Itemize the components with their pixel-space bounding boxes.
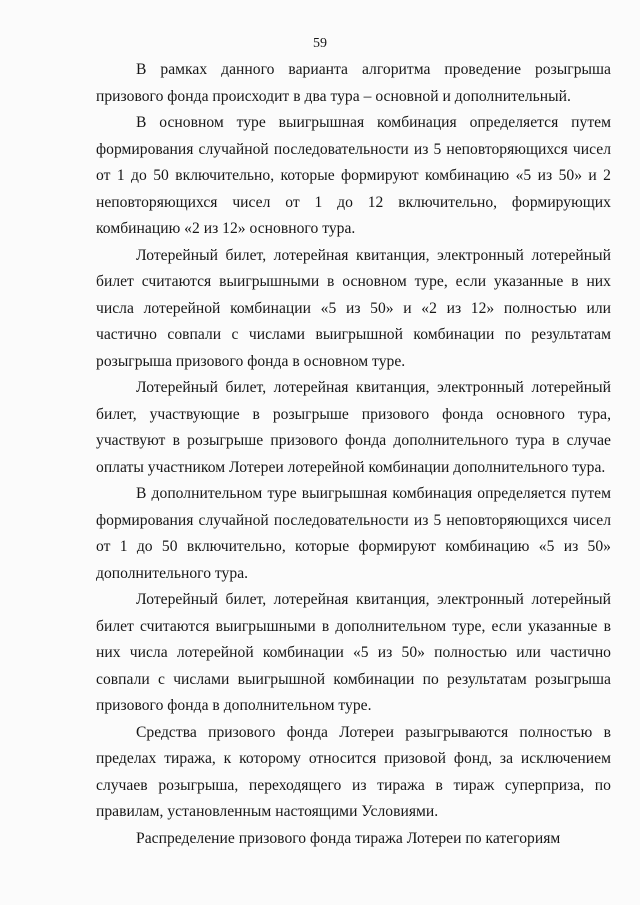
document-body bbox=[96, 57, 611, 852]
paragraph-prize-fund-distribution: Распределение призового фонда тиража Лотереи по категориям bbox=[136, 829, 561, 847]
paragraph-algorithm-intro: В рамках данного варианта алгоритма проведение розыгрыша призового фонда происходит в два тура – основной и дополнительный. bbox=[96, 61, 611, 105]
paragraph-prize-fund-draw: Средства призового фонда Лотереи разыгрываются полностью в пределах тиража, к которому относится призовой фонд, за исключением случаев розыгрыша, переходящего из тиража в тираж суперприза, по правилам, установленным настоящими Условиями. bbox=[96, 723, 611, 820]
paragraph-main-tour-winning: Лотерейный билет, лотерейная квитанция, электронный лотерейный билет считаются выигрышными в основном туре, если указанные в них числа лотерейной комбинации «5 из 50» и «2 из 12» полностью или частично совпали с числами выигрышной комбинации по результатам розыгрыша призового фонда в основном туре. bbox=[96, 246, 611, 370]
paragraph-additional-tour-participation: Лотерейный билет, лотерейная квитанция, электронный лотерейный билет, участвующие в розыгрыше призового фонда основного тура, участвуют в розыгрыше призового фонда дополнительного тура в случае оплаты участником Лотереи лотерейной комбинации дополнительного тура. bbox=[96, 379, 611, 476]
paragraph-additional-tour-winning: Лотерейный билет, лотерейная квитанция, электронный лотерейный билет считаются выигрышными в дополнительном туре, если указанные в них числа лотерейной комбинации «5 из 50» полностью или частично совпали с числами выигрышной комбинации по результатам розыгрыша призового фонда в дополнительном туре. bbox=[96, 591, 611, 714]
page-number: 59 bbox=[313, 36, 327, 51]
paragraph-main-tour-combination: В основном туре выигрышная комбинация определяется путем формирования случайной последовательности из 5 неповторяющихся чисел от 1 до 50 включительно, которые формируют комбинацию «5 из 50» и 2 неповторяющихся чисел от 1 до 12 включительно, формирующих комбинацию «2 из 12» основного тура. bbox=[96, 114, 611, 237]
paragraph-additional-tour-combination: В дополнительном туре выигрышная комбинация определяется путем формирования случайной последовательности из 5 неповторяющихся чисел от 1 до 50 включительно, которые формируют комбинацию «5 из 50» дополнительного тура. bbox=[96, 485, 611, 582]
